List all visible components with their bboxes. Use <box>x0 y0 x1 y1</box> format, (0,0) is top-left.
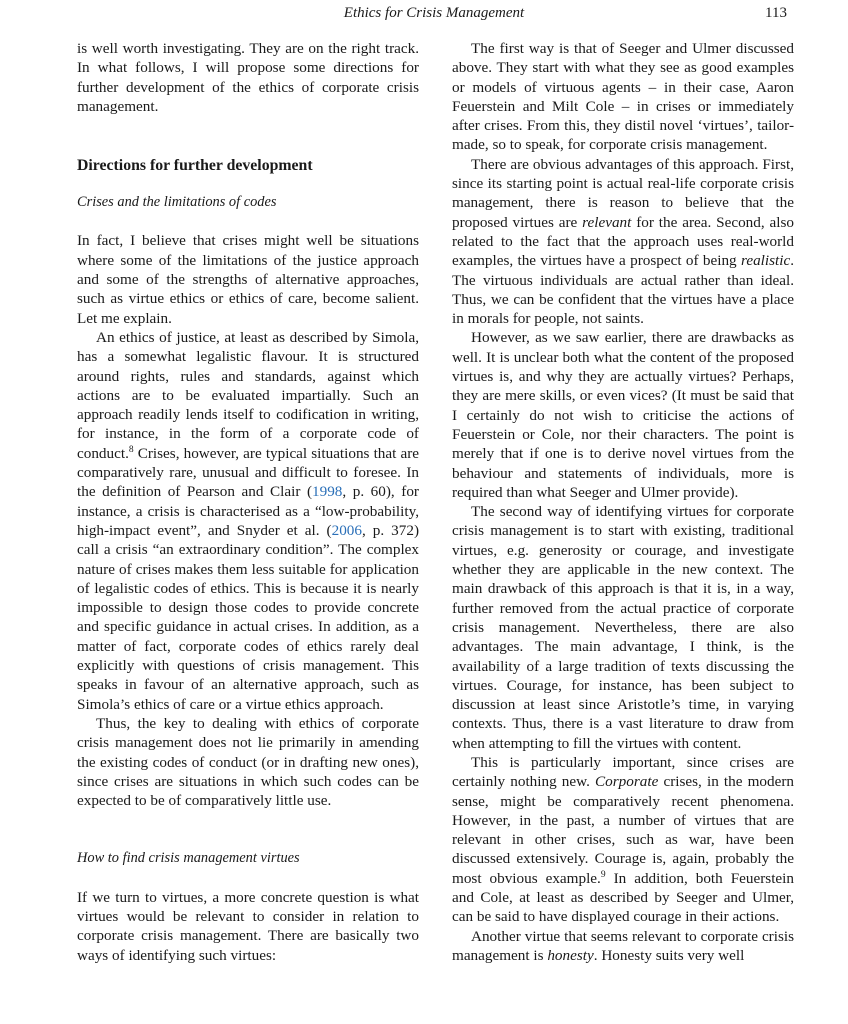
paragraph-intro: is well worth investigating. They are on the right track. In what follows, I will propose some directions for further development of the ethics of corporate crisis management. <box>77 40 419 115</box>
text-run: Crises, however, are typical situations that are comparatively rare, unusual and difficult to foresee. In the definition of Pearson and Clair ( <box>77 444 419 501</box>
section-heading: Directions for further development <box>77 157 313 175</box>
page-number: 113 <box>765 5 787 21</box>
citation-link-1998[interactable]: 1998 <box>312 483 343 501</box>
paragraph-advantages <box>452 155 794 329</box>
paragraph-second-way: The second way of identifying virtues for corporate crisis management is to start with existing, traditional virtues, e.g. generosity or courage, and investigate whether they are applicable in the new context. The main drawback of this approach is that it is, in a way, further removed from the actual practice of corporate crisis management. Nevertheless, there are also advantages. The main advantage, I think, is the availability of a large tradition of texts discussing the virtues. Courage, for instance, has been subject to discussion at least since Aristotle’s time, in varying contexts. Thus, there is a vast literature to draw from when attempting to fill the virtues with content. <box>452 503 794 752</box>
subsection-heading-virtues: How to find crisis management virtues <box>77 850 300 867</box>
paragraph-particularly-important <box>452 753 794 927</box>
paragraph-another-virtue <box>452 927 794 966</box>
text-run: for the area. Second, also related to the fact that the approach uses real-world examples, the virtues have a prospect of being <box>452 213 794 270</box>
paragraph-ethics-of-justice <box>77 328 419 714</box>
emphasis-realistic: realistic <box>740 252 791 270</box>
page-header <box>0 4 848 26</box>
subsection-heading-crises: Crises and the limitations of codes <box>77 194 277 211</box>
text-run: , p. 372) call a crisis “an extraordinary condition”. The complex nature of crises makes them less suitable for application of legalistic codes of ethics. This is because it is nearly impossible to design those codes to provide concrete and specific guidance in actual crises. In addition, as a matter of fact, corporate codes of ethics rarely deal explicitly with questions of crisis management. This speaks in favour of an alternative approach, such as Simola’s ethics of care or a virtue ethics approach. <box>77 521 420 713</box>
citation-link-2006[interactable]: 2006 <box>331 521 362 539</box>
emphasis-corporate: Corporate <box>595 773 659 791</box>
paragraph-however: However, as we saw earlier, there are drawbacks as well. It is unclear both what the content of the proposed virtues is, and why they are actually virtues? Perhaps, they are mere skills, or even vices? (It must be said that I certainly do not wish to criticise the actions of Feuerstein or Cole, nor their characters. The point is merely that if one is to derive novel virtues from the behaviour and statements of individuals, more is required than what Seeger and Ulmer provide). <box>452 329 794 501</box>
paragraph-in-fact: In fact, I believe that crises might well be situations where some of the limitations of the justice approach and some of the strengths of alternative approaches, such as virtue ethics or ethics of care, become salient. Let me explain. <box>77 232 419 327</box>
text-run: crises, in the modern sense, might be comparatively recent phenomena. However, in the past, a number of virtues that are relevant in other crises, such as war, have been discussed extensively. Courage is, again, probably the most obvious example. <box>452 773 794 887</box>
footnote-ref-8[interactable]: 8 <box>128 444 134 455</box>
emphasis-relevant: relevant <box>582 213 632 231</box>
text-run: There are obvious advantages of this approach. First, since its starting point is actual real-life corporate crisis management, there is reason to believe that the proposed virtues are <box>452 155 794 231</box>
footnote-ref-9[interactable]: 9 <box>600 869 606 880</box>
paragraph-thus: Thus, the key to dealing with ethics of corporate crisis management does not lie primarily in amending the existing codes of conduct (or in drafting new ones), since crises are situations in which such codes can be expected to be of comparatively little use. <box>77 714 419 810</box>
paragraph-first-way: The first way is that of Seeger and Ulmer discussed above. They start with what they see as good examples or models of virtuous agents – in their case, Aaron Feuerstein and Milt Cole – in crises or immediately after crises. From this, they distil novel ‘virtues’, tailor-made, so to speak, for corporate crisis management. <box>452 40 794 154</box>
running-title: Ethics for Crisis Management <box>343 5 525 21</box>
text-run: Another virtue that seems relevant to corporate crisis management is <box>452 927 794 964</box>
text-run: This is particularly important, since crises are certainly nothing new. <box>452 753 794 791</box>
text-run: , p. 60), for instance, a crisis is characterised as a “low-probability, high-impact event”, and Snyder et al. ( <box>77 483 419 539</box>
text-run: . Honesty suits very well <box>593 946 745 964</box>
left-column <box>77 39 419 965</box>
emphasis-honesty: honesty <box>547 946 594 964</box>
text-run: . The virtuous individuals are actual rather than ideal. Thus, we can be confident that the virtues have a place in morals for people, not saints. <box>452 252 794 328</box>
text-run: In addition, both Feuerstein and Cole, at least as described by Seeger and Ulmer, can be said to have displayed courage in their actions. <box>452 869 794 926</box>
right-column <box>452 39 794 965</box>
paragraph-turn-to-virtues: If we turn to virtues, a more concrete question is what virtues would be relevant to consider in relation to corporate crisis management. There are basically two ways of identifying such virtues: <box>77 888 419 964</box>
text-run: An ethics of justice, at least as described by Simola, has a somewhat legalistic flavour. It is structured around rights, rules and standards, against which actions are to be evaluated impartially. Such an approach readily lends itself to codification in writing, for instance, in the form of a corporate code of conduct. <box>77 328 419 462</box>
